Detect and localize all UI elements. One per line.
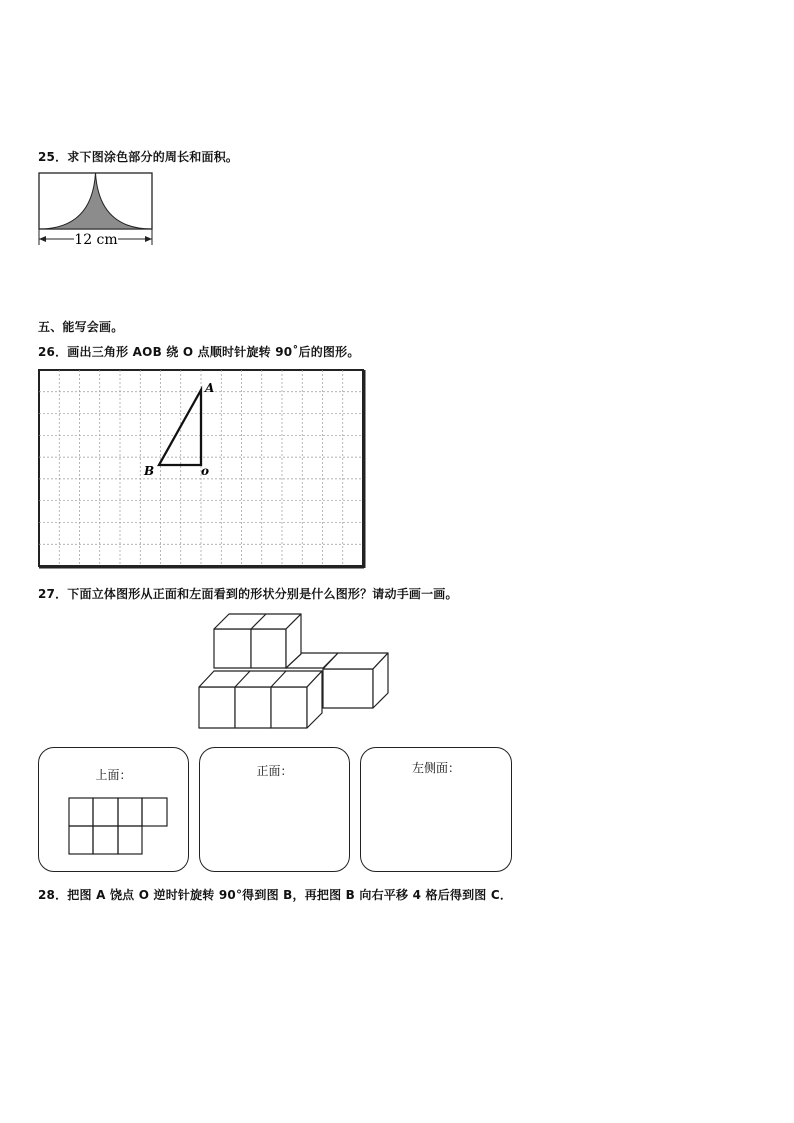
cube-stack-figure — [195, 604, 395, 744]
section-5-title: 五、能写会画。 — [38, 320, 124, 334]
view-box-left-side[interactable] — [360, 747, 512, 872]
view-box-front[interactable] — [199, 747, 350, 872]
dimension-arrow-left — [39, 236, 46, 242]
cube-bottom-top — [199, 671, 322, 687]
question-27-text: 27．下面立体图形从正面和左面看到的形状分别是什么图形？请动手画一画。 — [38, 587, 458, 601]
view-box-left-side-label: 左侧面： — [411, 761, 460, 775]
question-28-text: 28．把图 A 饶点 O 逆时针旋转 90°得到图 B，再把图 B 向右平移 4 格后得到图 C． — [38, 888, 513, 902]
cube-bottom-3-front — [271, 687, 307, 728]
cube-upper-left-front — [214, 629, 251, 668]
cube-bottom-2-front — [235, 687, 271, 728]
shaded-region-figure — [36, 170, 156, 250]
view-box-top-label: 上面： — [95, 768, 132, 782]
dimension-arrow-right — [145, 236, 152, 242]
top-view-squares — [68, 797, 178, 859]
cube-bottom-1-front — [199, 687, 235, 728]
point-o-label: o — [201, 464, 210, 478]
point-a-label: A — [205, 381, 215, 395]
shaded-region — [39, 173, 152, 229]
rotation-grid — [37, 368, 367, 570]
view-box-top — [38, 747, 189, 872]
view-box-front-label: 正面： — [256, 764, 293, 778]
question-25-text: 25．求下图涂色部分的周长和面积。 — [38, 150, 239, 164]
point-b-label: B — [144, 464, 155, 478]
dimension-label: 12 cm — [74, 232, 118, 248]
cube-upper-right-front — [251, 629, 286, 668]
question-26-text: 26．画出三角形 AOB 绕 O 点顺时针旋转 90˚后的图形。 — [38, 345, 360, 359]
cube-back-right-front — [323, 669, 373, 708]
